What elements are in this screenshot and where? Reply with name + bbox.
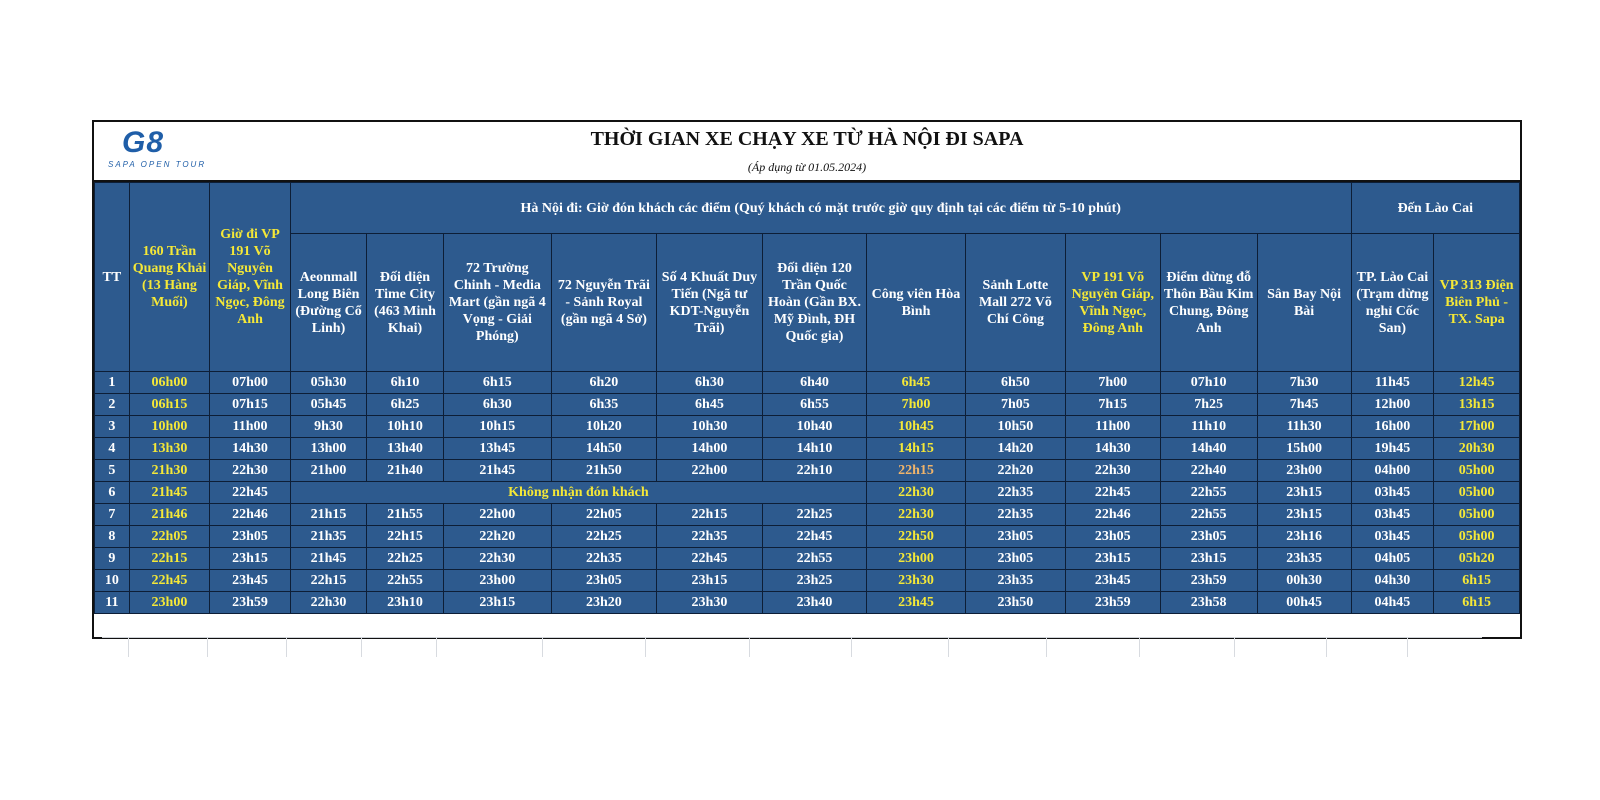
time-cell: 20h30 (1434, 438, 1520, 460)
header-arrival: TP. Lào Cai (Trạm dừng nghỉ Cốc San) (1351, 234, 1434, 372)
time-cell: 10h30 (656, 416, 762, 438)
time-cell: 22h35 (965, 504, 1065, 526)
time-cell: 7h25 (1160, 394, 1257, 416)
header-pickup: Đối diện 120 Trần Quốc Hoàn (Gần BX. Mỹ Đình, ĐH Quốc gia) (762, 234, 866, 372)
table-row (95, 416, 1520, 438)
header-tt: TT (95, 183, 130, 372)
header-pickup: Công viên Hòa Bình (867, 234, 966, 372)
time-cell: 12h00 (1351, 394, 1434, 416)
time-cell: 22h30 (1065, 460, 1160, 482)
row-number: 2 (95, 394, 130, 416)
time-cell: 22h15 (129, 548, 210, 570)
row-number: 6 (95, 482, 130, 504)
grid-line (286, 637, 287, 657)
row-number: 1 (95, 372, 130, 394)
time-cell: 22h45 (129, 570, 210, 592)
grid-line (361, 637, 362, 657)
table-row (95, 372, 1520, 394)
header-row-1 (95, 183, 1520, 234)
header-depart: Giờ đi VP 191 Võ Nguyên Giáp, Vĩnh Ngọc, Đông Anh (210, 183, 291, 372)
time-cell: 21h45 (443, 460, 551, 482)
header-arrival: VP 313 Điện Biên Phủ - TX. Sapa (1434, 234, 1520, 372)
time-cell: 13h30 (129, 438, 210, 460)
time-cell: 23h15 (1160, 548, 1257, 570)
time-cell: 07h10 (1160, 372, 1257, 394)
time-cell: 11h00 (210, 416, 291, 438)
time-cell: 6h30 (443, 394, 551, 416)
table-row (95, 570, 1520, 592)
time-cell: 23h45 (867, 592, 966, 614)
table-row (95, 526, 1520, 548)
grid-line (749, 637, 750, 657)
time-cell: 19h45 (1351, 438, 1434, 460)
time-cell: 22h10 (762, 460, 866, 482)
time-cell: 13h15 (1434, 394, 1520, 416)
time-cell: 15h00 (1257, 438, 1351, 460)
time-cell: 05h00 (1434, 460, 1520, 482)
time-cell: 13h40 (367, 438, 443, 460)
header-laocai-group: Đến Lào Cai (1351, 183, 1519, 234)
time-cell: 21h55 (367, 504, 443, 526)
time-cell: 10h40 (762, 416, 866, 438)
table-row (95, 394, 1520, 416)
time-cell: 04h05 (1351, 548, 1434, 570)
time-cell: 22h35 (656, 526, 762, 548)
no-pickup-note: Không nhận đón khách (290, 482, 866, 504)
header-pickup: Điểm dừng đỗ Thôn Bầu Kim Chung, Đông Anh (1160, 234, 1257, 372)
header-pickup: Sân Bay Nội Bài (1257, 234, 1351, 372)
time-cell: 05h30 (290, 372, 366, 394)
time-cell: 12h45 (1434, 372, 1520, 394)
time-cell: 22h35 (965, 482, 1065, 504)
time-cell: 04h00 (1351, 460, 1434, 482)
time-cell: 22h00 (656, 460, 762, 482)
row-number: 4 (95, 438, 130, 460)
time-cell: 22h25 (551, 526, 656, 548)
time-cell: 22h30 (867, 504, 966, 526)
time-cell: 05h00 (1434, 504, 1520, 526)
time-cell: 6h20 (551, 372, 656, 394)
logo-mark: G8 (122, 126, 165, 159)
time-cell: 6h35 (551, 394, 656, 416)
time-cell: 21h15 (290, 504, 366, 526)
time-cell: 9h30 (290, 416, 366, 438)
time-cell: 22h20 (965, 460, 1065, 482)
time-cell: 14h40 (1160, 438, 1257, 460)
time-cell: 10h50 (965, 416, 1065, 438)
time-cell: 00h30 (1257, 570, 1351, 592)
time-cell: 22h30 (210, 460, 291, 482)
time-cell: 04h30 (1351, 570, 1434, 592)
time-cell: 23h15 (1065, 548, 1160, 570)
time-cell: 14h20 (965, 438, 1065, 460)
time-cell: 23h05 (551, 570, 656, 592)
time-cell: 23h30 (656, 592, 762, 614)
time-cell: 23h05 (210, 526, 291, 548)
grid-line (128, 637, 129, 657)
time-cell: 22h30 (443, 548, 551, 570)
page-title: THỜI GIAN XE CHẠY XE TỪ HÀ NỘI ĐI SAPA (590, 128, 1024, 150)
time-cell: 21h45 (129, 482, 210, 504)
time-cell: 22h20 (443, 526, 551, 548)
time-cell: 11h45 (1351, 372, 1434, 394)
time-cell: 23h15 (656, 570, 762, 592)
time-cell: 23h10 (367, 592, 443, 614)
grid-line (436, 637, 437, 657)
time-cell: 6h40 (762, 372, 866, 394)
row-number: 10 (95, 570, 130, 592)
time-cell: 22h25 (367, 548, 443, 570)
time-cell: 6h10 (367, 372, 443, 394)
time-cell: 21h30 (129, 460, 210, 482)
time-cell: 04h45 (1351, 592, 1434, 614)
time-cell: 23h00 (1257, 460, 1351, 482)
grid-line (948, 637, 949, 657)
time-cell: 05h20 (1434, 548, 1520, 570)
time-cell: 05h00 (1434, 526, 1520, 548)
time-cell: 22h45 (762, 526, 866, 548)
header-pickup: Sảnh Lotte Mall 272 Võ Chí Công (965, 234, 1065, 372)
time-cell: 14h30 (1065, 438, 1160, 460)
time-cell: 23h58 (1160, 592, 1257, 614)
grid-line (1326, 637, 1327, 657)
time-cell: 14h15 (867, 438, 966, 460)
time-cell: 7h05 (965, 394, 1065, 416)
time-cell: 23h15 (1257, 482, 1351, 504)
time-cell: 14h00 (656, 438, 762, 460)
time-cell: 23h16 (1257, 526, 1351, 548)
time-cell: 6h15 (1434, 570, 1520, 592)
table-row (95, 592, 1520, 614)
time-cell: 23h05 (1065, 526, 1160, 548)
time-cell: 23h05 (1160, 526, 1257, 548)
table-row (95, 548, 1520, 570)
time-cell: 03h45 (1351, 482, 1434, 504)
time-cell: 23h00 (129, 592, 210, 614)
time-cell: 11h10 (1160, 416, 1257, 438)
logo-tagline: SAPA OPEN TOUR (108, 160, 207, 169)
time-cell: 00h45 (1257, 592, 1351, 614)
time-cell: 21h35 (290, 526, 366, 548)
time-cell: 23h15 (1257, 504, 1351, 526)
time-cell: 23h25 (762, 570, 866, 592)
page-subtitle: (Áp dụng từ 01.05.2024) (747, 160, 867, 174)
time-cell: 22h15 (290, 570, 366, 592)
time-cell: 23h35 (1257, 548, 1351, 570)
time-cell: 23h15 (443, 592, 551, 614)
time-cell: 7h00 (867, 394, 966, 416)
header-pickup: Aeonmall Long Biên (Đường Cổ Linh) (290, 234, 366, 372)
time-cell: 23h59 (1065, 592, 1160, 614)
row-number: 7 (95, 504, 130, 526)
time-cell: 23h45 (210, 570, 291, 592)
time-cell: 7h45 (1257, 394, 1351, 416)
grid-line (1234, 637, 1235, 657)
time-cell: 07h15 (210, 394, 291, 416)
time-cell: 11h00 (1065, 416, 1160, 438)
grid-line (1139, 637, 1140, 657)
time-cell: 22h45 (210, 482, 291, 504)
header-pickup: VP 191 Võ Nguyên Giáp, Vĩnh Ngọc, Đông Anh (1065, 234, 1160, 372)
time-cell: 23h15 (210, 548, 291, 570)
time-cell: 10h00 (129, 416, 210, 438)
table-row (95, 438, 1520, 460)
time-cell: 14h50 (551, 438, 656, 460)
grid-line (542, 637, 543, 657)
header-origin: 160 Trần Quang Khải (13 Hàng Muối) (129, 183, 210, 372)
time-cell: 6h30 (656, 372, 762, 394)
time-cell: 10h15 (443, 416, 551, 438)
time-cell: 07h00 (210, 372, 291, 394)
time-cell: 23h20 (551, 592, 656, 614)
table-row (95, 482, 1520, 504)
time-cell: 23h50 (965, 592, 1065, 614)
header-pickup: Số 4 Khuất Duy Tiến (Ngã tư KDT-Nguyễn Trãi) (656, 234, 762, 372)
time-cell: 22h55 (1160, 504, 1257, 526)
time-cell: 23h59 (210, 592, 291, 614)
time-cell: 16h00 (1351, 416, 1434, 438)
time-cell: 6h55 (762, 394, 866, 416)
grid-line (1046, 637, 1047, 657)
row-number: 9 (95, 548, 130, 570)
time-cell: 22h05 (551, 504, 656, 526)
time-cell: 7h00 (1065, 372, 1160, 394)
header-row-2 (95, 234, 1520, 372)
header-pickup: 72 Nguyễn Trãi - Sảnh Royal (gần ngã 4 Sở) (551, 234, 656, 372)
time-cell: 22h50 (867, 526, 966, 548)
time-cell: 10h20 (551, 416, 656, 438)
time-cell: 23h00 (867, 548, 966, 570)
table-row (95, 504, 1520, 526)
time-cell: 22h15 (867, 460, 966, 482)
time-cell: 6h25 (367, 394, 443, 416)
time-cell: 22h15 (656, 504, 762, 526)
time-cell: 22h46 (210, 504, 291, 526)
grid-line (645, 637, 646, 657)
time-cell: 7h30 (1257, 372, 1351, 394)
time-cell: 10h45 (867, 416, 966, 438)
time-cell: 6h15 (443, 372, 551, 394)
time-cell: 23h59 (1160, 570, 1257, 592)
time-cell: 22h40 (1160, 460, 1257, 482)
time-cell: 10h10 (367, 416, 443, 438)
time-cell: 22h00 (443, 504, 551, 526)
header-pickup: Đối diện Time City (463 Minh Khai) (367, 234, 443, 372)
row-number: 8 (95, 526, 130, 548)
row-number: 11 (95, 592, 130, 614)
time-cell: 23h35 (965, 570, 1065, 592)
time-cell: 6h15 (1434, 592, 1520, 614)
time-cell: 06h15 (129, 394, 210, 416)
grid-line (1407, 637, 1408, 657)
time-cell: 05h45 (290, 394, 366, 416)
time-cell: 11h30 (1257, 416, 1351, 438)
grid-line (207, 637, 208, 657)
empty-grid-below (92, 637, 1482, 657)
sheet-header (94, 122, 1520, 182)
time-cell: 22h35 (551, 548, 656, 570)
time-cell: 22h55 (762, 548, 866, 570)
row-number: 3 (95, 416, 130, 438)
time-cell: 22h46 (1065, 504, 1160, 526)
time-cell: 05h00 (1434, 482, 1520, 504)
time-cell: 23h05 (965, 526, 1065, 548)
time-cell: 21h40 (367, 460, 443, 482)
time-cell: 6h50 (965, 372, 1065, 394)
header-hanoi-group: Hà Nội đi: Giờ đón khách các điểm (Quý khách có mặt trước giờ quy định tại các điểm từ 5-10 phút) (290, 183, 1351, 234)
time-cell: 22h25 (762, 504, 866, 526)
time-cell: 22h55 (367, 570, 443, 592)
time-cell: 22h05 (129, 526, 210, 548)
time-cell: 22h45 (656, 548, 762, 570)
time-cell: 21h00 (290, 460, 366, 482)
grid-line (102, 637, 1482, 638)
time-cell: 22h45 (1065, 482, 1160, 504)
time-cell: 21h45 (290, 548, 366, 570)
table-row (95, 460, 1520, 482)
row-number: 5 (95, 460, 130, 482)
schedule-table (94, 182, 1520, 614)
time-cell: 13h00 (290, 438, 366, 460)
time-cell: 21h50 (551, 460, 656, 482)
grid-line (851, 637, 852, 657)
time-cell: 6h45 (656, 394, 762, 416)
time-cell: 7h15 (1065, 394, 1160, 416)
time-cell: 23h45 (1065, 570, 1160, 592)
time-cell: 6h45 (867, 372, 966, 394)
time-cell: 14h10 (762, 438, 866, 460)
time-cell: 22h30 (867, 482, 966, 504)
header-pickup: 72 Trường Chinh - Media Mart (gần ngã 4 Vọng - Giải Phóng) (443, 234, 551, 372)
time-cell: 23h00 (443, 570, 551, 592)
time-cell: 17h00 (1434, 416, 1520, 438)
time-cell: 22h15 (367, 526, 443, 548)
schedule-sheet (92, 120, 1522, 639)
time-cell: 14h30 (210, 438, 291, 460)
time-cell: 06h00 (129, 372, 210, 394)
time-cell: 22h30 (290, 592, 366, 614)
time-cell: 03h45 (1351, 526, 1434, 548)
time-cell: 23h40 (762, 592, 866, 614)
time-cell: 23h30 (867, 570, 966, 592)
time-cell: 03h45 (1351, 504, 1434, 526)
time-cell: 21h46 (129, 504, 210, 526)
time-cell: 13h45 (443, 438, 551, 460)
time-cell: 22h55 (1160, 482, 1257, 504)
time-cell: 23h05 (965, 548, 1065, 570)
